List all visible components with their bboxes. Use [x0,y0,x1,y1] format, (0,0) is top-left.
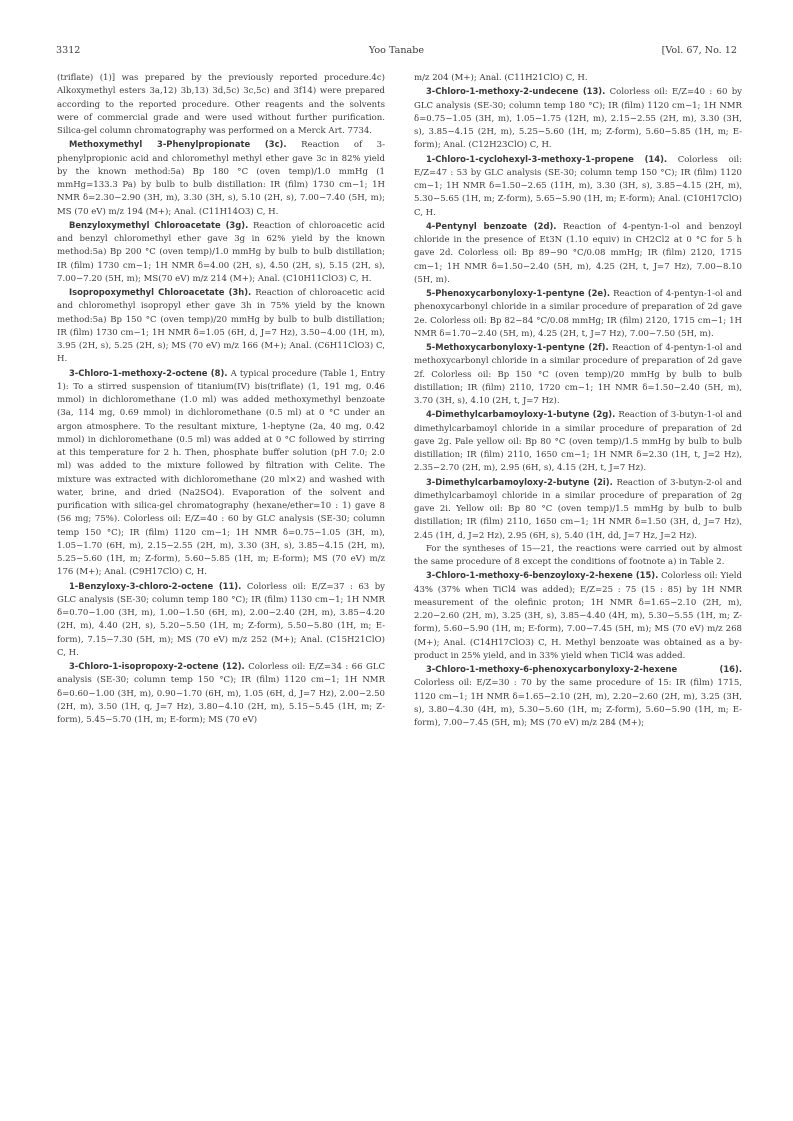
compound-title: 5-Methoxycarbonyloxy-1-pentyne (2f). [425,342,609,352]
right-column [414,72,742,730]
compound-entry [57,367,385,580]
running-author: Yoo Tanabe [368,45,425,56]
compound-body: Colorless oil: E/Z=34 : 66 GLC analysis (SE-30; column temp 150 °C); IR (film) 1120 cm−1; 1H NMR δ=0.60−1.00 (3H, m), 0.90−1.70 (6H, m), 1.05 (6H, d, J=7 Hz), 2.00−2.50 (2H, m), 3.50 (1H, q, J=7 Hz), 3.80−4.10 (2H, m), 5.15−5.45 (1H, m; Z-form), 5.45−5.70 (1H, m; E-form); MS (70 eV) [57,662,386,725]
compound-body: Colorless oil: E/Z=47 : 53 by GLC analysis (SE-30; column temp 150 °C); IR (film) 1120 cm−1; 1H NMR δ=1.50−2.65 (11H, m), 3.30 (3H, s), 3.85−4.15 (2H, m), 5.30−5.65 (1H, m; Z-form), 5.65−5.90 (1H, m; E-form); Anal. (C10H17ClO) C, H. [414,154,742,218]
compound-title: 3-Chloro-1-methoxy-2-octene (8). [68,367,228,378]
compound-body: Colorless oil: E/Z=30 : 70 by the same procedure of 15: IR (film) 1715, 1120 cm−1; 1H NMR δ=1.65−2.10 (2H, m), 2.20−2.60 (2H, m), 3.25 (3H, s), 3.80−4.30 (4H, m), 5.30−5.60 (1H, m; Z-form), 5.60−5.90 (1H, m; E-form), 7.00−7.45 (5H, m); MS (70 eV) m/z 284 (M+); [414,678,742,728]
journal-volume: [Vol. 67, No. 12 [661,45,737,56]
compound-body: A typical procedure (Table 1, Entry 1): To a stirred suspension of titanium(IV) bis(triflate) (1, 191 mg, 0.46 mmol) in dichloromethane (1.0 ml) was added methoxymethyl benzoate (3a, 114 mg, 0.69 mmol) in dichloromethane (0.5 ml) at 0 °C under an argon atmosphere. To the resultant mixture, 1-heptyne (2a, 40 mg, 0.42 mmol) in dichloromethane (0.5 ml) was added at 0 °C followed by stirring at this temperature for 2 h. Then, phosphate buffer solution (pH 7.0; 2.0 ml) was added to the mixture followed by filtration with Celite. The mixture was extracted with dichloromethane (20 ml×2) and washed with water, brine, and dried (Na2SO4). Evaporation of the solvent and purification with silica-gel chromatography (hexane/ether=10 : 1) gave 8 (56 mg; 75%). Colorless oil: E/Z=40 : 60 by GLC analysis (SE-30; column temp 150 °C); IR (film) 1120 cm−1; 1H NMR δ=0.75−1.05 (3H, m), 1.05−1.70 (6H, m), 2.15−2.55 (2H, m), 3.30 (3H, s), 3.85−4.15 (2H, m), 5.25−5.60 (1H, m; Z-form), 5.60−5.85 (1H, m; E-form); MS (70 eV) m/z 176 (M+); Anal. (C9H17ClO) C, H. [57,368,385,578]
compound-title: Benzyloxymethyl Chloroacetate (3g). [68,219,249,230]
paragraph [57,72,385,138]
paragraph-body: m/z 204 (M+); Anal. (C11H21ClO) C, H. [414,73,588,83]
compound-body: Reaction of 4-pentyn-1-ol and methoxycarbonyl chloride in a similar procedure of preparation of 2d gave 2f. Colorless oil: Bp 150 °C (oven temp)/20 mmHg by bulb to bulb distillation; IR (film) 2110, 1720 cm−1; 1H NMR δ=1.50−2.40 (5H, m), 3.70 (3H, s), 4.10 (2H, t, J=7 Hz). [414,343,743,406]
compound-title: 5-Phenoxycarbonyloxy-1-pentyne (2e). [425,288,611,298]
compound-entry [57,219,385,286]
compound-body: Reaction of chloroacetic acid and chloromethyl isopropyl ether gave 3h in 75% yield by the known method:5a) Bp 150 °C (oven temp)/20 mmHg by bulb to bulb distillation; IR (film) 1730 cm−1; 1H NMR δ=1.05 (6H, d, J=7 Hz), 3.50−4.00 (1H, m), 3.95 (2H, s), 5.25 (2H, s); MS (70 eV) m/z 166 (M+); Anal. (C6H11ClO3) C, H. [57,288,385,365]
compound-body: Reaction of 3-phenylpropionic acid and chloromethyl methyl ether gave 3c in 82% yield by the known method:5a) Bp 180 °C (oven temp)/1.0 mmHg (1 mmHg=133.3 Pa) by bulb to bulb distillation: IR (film) 1730 cm−1; 1H NMR δ=2.30−2.90 (3H, m), 3.30 (3H, s), 5.10 (2H, s), 7.00−7.40 (5H, m); MS (70 eV) m/z 194 (M+); Anal. (C11H14O3) C, H. [57,140,385,217]
compound-entry [414,569,742,663]
compound-title: 3-Chloro-1-methoxy-6-phenoxycarbonyloxy-2-hexene (16). [425,664,742,674]
compound-title: 3-Dimethylcarbamoyloxy-2-butyne (2i). [425,476,613,487]
compound-body: Reaction of chloroacetic acid and benzyl chloromethyl ether gave 3g in 62% yield by the known method:5a) Bp 200 °C (oven temp)/1.0 mmHg by bulb to bulb distillation; IR (film) 1730 cm−1; 1H NMR δ=4.00 (2H, s), 4.50 (2H, s), 5.15 (2H, s), 7.00−7.20 (5H, m); MS(70 eV) m/z 214 (M+); Anal. (C10H11ClO3) C, H. [57,220,385,284]
compound-entry [414,341,742,408]
compound-title: 3-Chloro-1-methoxy-6-benzoyloxy-2-hexene (15). [425,570,659,581]
left-column [57,72,385,727]
paragraph-body: (triflate) (1)] was prepared by the previously reported procedure.4c) Alkoxymethyl esters 3a,12) 3b,13) 3d,5c) 3c,5c) and 3f14) were prepared according to the reported procedure. Other reagents and the solvents were of commercial grade and were used without further purification. Silica-gel column chromatography was performed on a Merck Art. 7734. [57,73,385,136]
compound-entry [414,287,742,341]
compound-title: Isopropoxymethyl Chloroacetate (3h). [68,287,252,297]
compound-body: Colorless oil: E/Z=37 : 63 by GLC analysis (SE-30; column temp 180 °C); IR (film) 1130 cm−1; 1H NMR δ=0.70−1.00 (3H, m), 1.00−1.50 (6H, m), 2.00−2.40 (2H, m), 3.85−4.20 (2H, m), 4.40 (2H, s), 5.20−5.50 (1H, m; Z-form), 5.50−5.80 (1H, m; E-form), 7.15−7.30 (5H, m); MS (70 eV) m/z 252 (M+); Anal. (C15H21ClO) C, H. [57,581,386,658]
compound-title: 1-Benzyloxy-3-chloro-2-octene (11). [68,580,242,591]
compound-title: 1-Chloro-1-cyclohexyl-3-methoxy-1-propene (14). [425,153,668,164]
compound-title: Methoxymethyl 3-Phenylpropionate (3c). [68,139,287,150]
compound-entry [57,286,385,367]
compound-title: 4-Pentynyl benzoate (2d). [425,220,557,231]
compound-entry [414,85,742,152]
compound-body: Reaction of 4-pentyn-1-ol and benzoyl chloride in the presence of Et3N (1.10 equiv) in CH2Cl2 at 0 °C for 5 h gave 2d. Colorless oil: Bp 89−90 °C/0.08 mmHg; IR (film) 2120, 1715 cm−1; 1H NMR δ=1.50−2.40 (5H, m), 4.25 (2H, t, J=7 Hz), 7.00−8.10 (5H, m). [414,221,742,285]
compound-entry [57,660,385,727]
compound-entry [57,580,385,661]
running-header [56,44,737,58]
compound-body: Reaction of 3-butyn-2-ol and dimethylcarbamoyl chloride in a similar procedure of preparation of 2g gave 2i. Yellow oil: Bp 80 °C (oven temp)/1.5 mmHg by bulb to bulb distillation; IR (film) 2110, 1650 cm−1; 1H NMR δ=1.50 (3H, d, J=7 Hz), 2.45 (1H, d, J=2 Hz), 2.95 (6H, s), 5.40 (1H, dd, J=7 Hz, J=2 Hz). [414,477,743,541]
compound-entry [414,663,742,730]
compound-entry [57,138,385,219]
compound-entry [414,153,742,220]
compound-entry [414,408,742,475]
compound-body: Colorless oil: Yield 43% (37% when TiCl4 was added); E/Z=25 : 75 (15 : 85) by 1H NMR measurement of the olefinic proton; 1H NMR δ=1.65−2.10 (2H, m), 2.20−2.60 (2H, m), 3.25 (3H, s), 3.85−4.40 (4H, m), 5.30−5.55 (1H, m; Z-form), 5.60−5.90 (1H, m; E-form), 7.00−7.45 (5H, m); MS (70 eV) m/z 268 (M+); Anal. (C14H17ClO3) C, H. Methyl benzoate was obtained as a by-product in 25% yield, and in 33% yield when TiCl4 was added. [414,571,742,661]
compound-body: Reaction of 3-butyn-1-ol and dimethylcarbamoyl chloride in a similar procedure of preparation of 2d gave 2g. Pale yellow oil: Bp 80 °C (oven temp)/1.5 mmHg by bulb to bulb distillation; IR (film) 2110, 1650 cm−1; 1H NMR δ=2.30 (1H, t, J=2 Hz), 2.35−2.70 (2H, m), 2.95 (6H, s), 4.15 (2H, t, J=7 Hz). [414,410,743,474]
paragraph-body: For the syntheses of 15—21, the reactions were carried out by almost the same procedure of 8 except the conditions of footnote a) in Table 2. [414,543,742,567]
compound-body: Colorless oil: E/Z=40 : 60 by GLC analysis (SE-30; column temp 180 °C); IR (film) 1120 cm−1; 1H NMR δ=0.75−1.05 (3H, m), 1.05−1.75 (12H, m), 2.15−2.55 (2H, m), 3.30 (3H, s), 3.85−4.15 (2H, m), 5.25−5.60 (1H, m; Z-form), 5.60−5.85 (1H, m; E-form); Anal. (C12H23ClO) C, H. [414,87,743,151]
paragraph [414,72,742,85]
compound-body: Reaction of 4-pentyn-1-ol and phenoxycarbonyl chloride in a similar procedure of preparation of 2d gave 2e. Colorless oil: Bp 82−84 °C/0.08 mmHg; IR (film) 2120, 1715 cm−1; 1H NMR δ=1.70−2.40 (5H, m), 4.25 (2H, t, J=7 Hz), 7.00−7.50 (5H, m). [414,289,743,339]
compound-entry [414,220,742,287]
compound-entry [414,476,742,543]
compound-title: 3-Chloro-1-isopropoxy-2-octene (12). [68,661,245,671]
paragraph [414,543,742,570]
compound-title: 4-Dimethylcarbamoyloxy-1-butyne (2g). [425,409,616,420]
page-number: 3312 [56,45,81,56]
compound-title: 3-Chloro-1-methoxy-2-undecene (13). [425,86,606,97]
